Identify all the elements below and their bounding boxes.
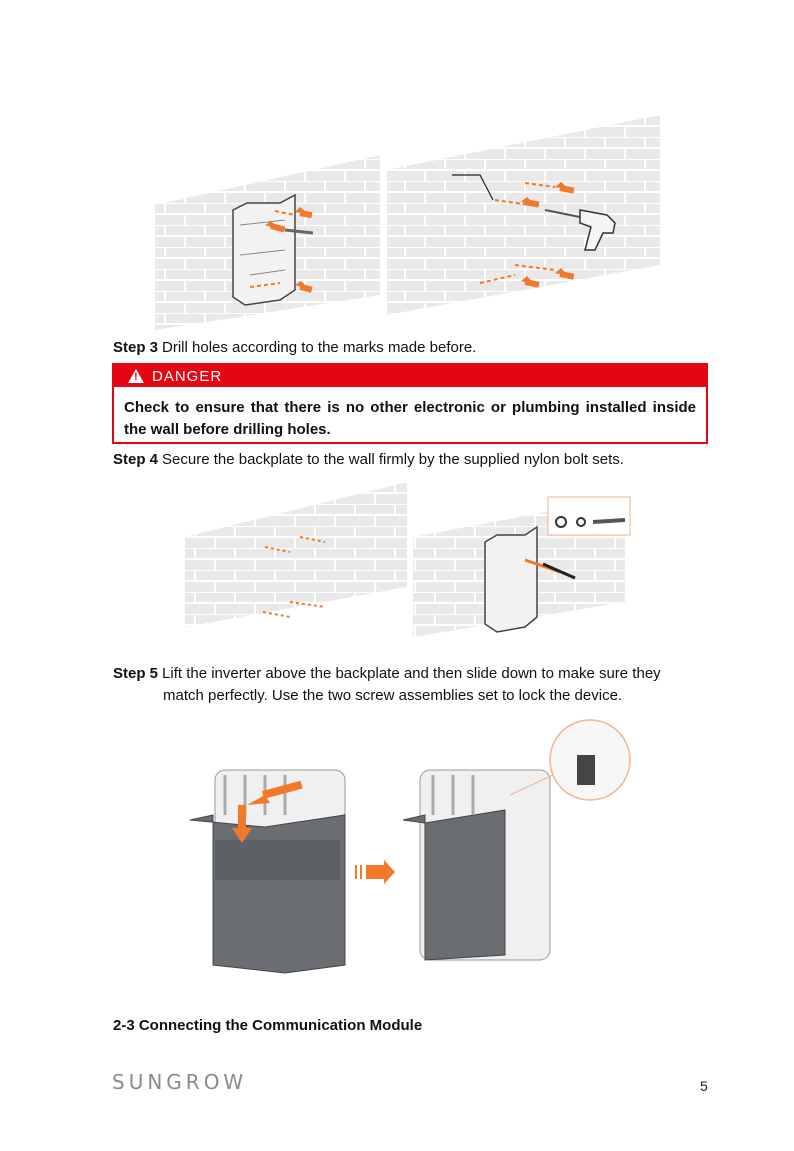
step-text: Secure the backplate to the wall firmly by the supplied nylon bolt sets. [162, 451, 624, 468]
brick-wall [387, 115, 660, 315]
warning-icon: ! [128, 369, 144, 383]
bolt-set-callout [548, 497, 630, 535]
danger-notice [112, 363, 708, 444]
step-4 [113, 449, 624, 471]
step-label: Step 4 [113, 451, 159, 468]
backplate [233, 195, 295, 305]
danger-header [114, 365, 706, 387]
step-5 [113, 663, 661, 707]
brick-wall [185, 482, 407, 627]
inverter-mount-illustration [185, 715, 635, 990]
backplate [485, 527, 537, 632]
page-number: 5 [700, 1078, 708, 1094]
step-label: Step 5 [113, 665, 159, 682]
bolt-illustration [185, 482, 635, 642]
section-heading: 2-3 Connecting the Communication Module [113, 1017, 423, 1034]
step-3 [113, 337, 476, 359]
step-text: Lift the inverter above the backplate and then slide down to make sure they [162, 665, 661, 682]
step-text-continued: match perfectly. Use the two screw assemblies set to lock the device. [163, 687, 623, 704]
drill-illustration [155, 115, 665, 335]
sungrow-logo: SUNGROW [112, 1070, 248, 1094]
danger-title: DANGER [152, 367, 223, 385]
inverter-right [403, 770, 550, 960]
danger-text: Check to ensure that there is no other electronic or plumbing installed inside the wall before drilling holes. [124, 399, 696, 438]
step-text: Drill holes according to the marks made before. [162, 339, 477, 356]
slide-arrow-icon [355, 860, 395, 884]
step-label: Step 3 [113, 339, 159, 356]
